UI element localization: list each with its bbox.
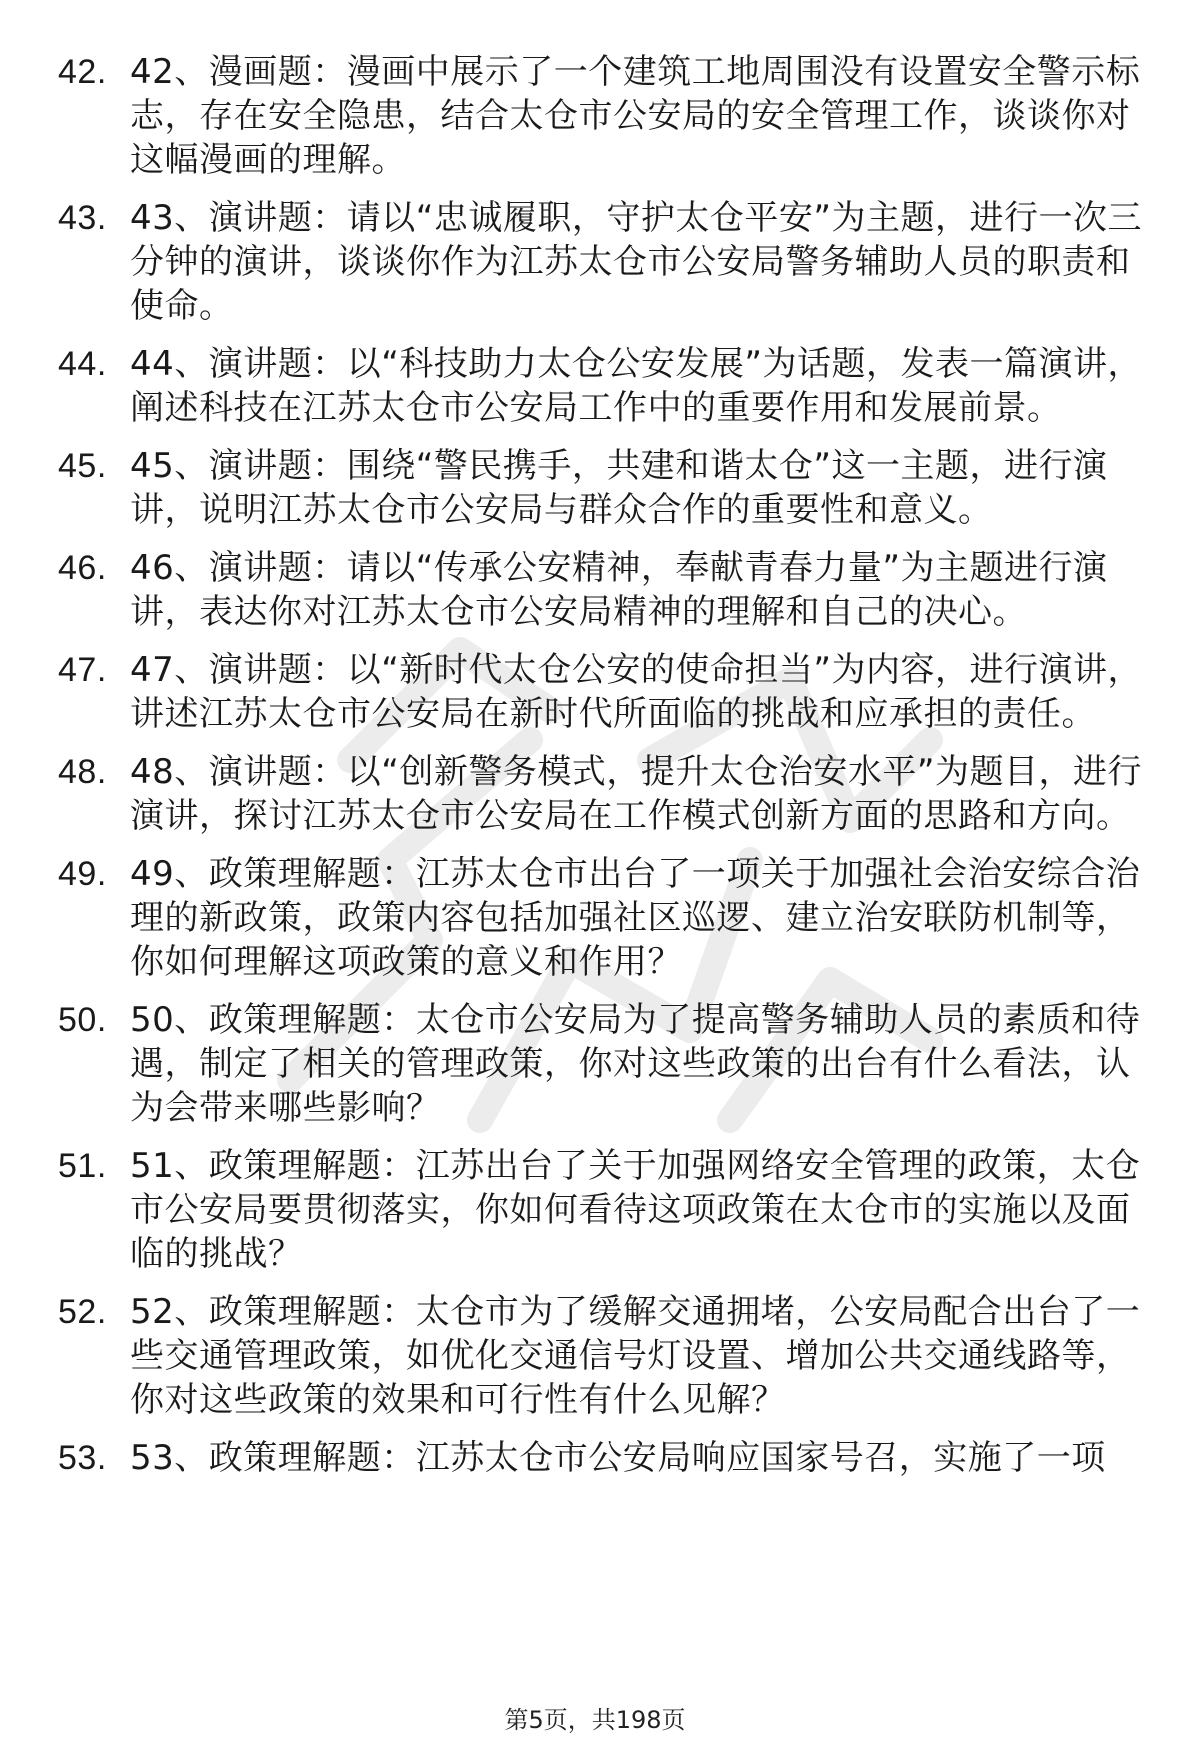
question-text: 44、演讲题：以“科技助力太仓公安发展”为话题，发表一篇演讲，阐述科技在江苏太仓市公安局工作中的重要作用和发展前景。 xyxy=(130,344,1142,428)
question-number: 46. xyxy=(58,549,107,587)
question-number: 45. xyxy=(58,447,107,485)
question-text: 53、政策理解题：江苏太仓市公安局响应国家号召，实施了一项 xyxy=(130,1438,1106,1478)
question-number: 49. xyxy=(58,855,107,893)
question-text: 47、演讲题：以“新时代太仓公安的使命担当”为内容，进行演讲，讲述江苏太仓市公安局在新时代所面临的挑战和应承担的责任。 xyxy=(130,650,1142,734)
question-text: 42、漫画题：漫画中展示了一个建筑工地周围没有设置安全警示标志，存在安全隐患，结合太仓市公安局的安全管理工作，谈谈你对这幅漫画的理解。 xyxy=(130,52,1141,180)
question-item-43 xyxy=(0,196,1190,328)
question-text: 45、演讲题：围绕“警民携手，共建和谐太仓”这一主题，进行演讲，说明江苏太仓市公安局与群众合作的重要性和意义。 xyxy=(130,446,1108,530)
question-text: 50、政策理解题：太仓市公安局为了提高警务辅助人员的素质和待遇，制定了相关的管理政策，你对这些政策的出台有什么看法，认为会带来哪些影响？ xyxy=(130,1000,1141,1128)
question-number: 44. xyxy=(58,345,107,383)
page-footer xyxy=(0,1705,1190,1735)
question-item-51 xyxy=(0,1144,1190,1276)
question-item-44 xyxy=(0,342,1190,430)
question-text: 48、演讲题：以“创新警务模式，提升太仓治安水平”为题目，进行演讲，探讨江苏太仓市公安局在工作模式创新方面的思路和方向。 xyxy=(130,752,1142,836)
question-number: 53. xyxy=(58,1439,107,1477)
question-text: 46、演讲题：请以“传承公安精神，奉献青春力量”为主题进行演讲，表达你对江苏太仓市公安局精神的理解和自己的决心。 xyxy=(130,548,1108,632)
question-item-52 xyxy=(0,1290,1190,1422)
question-item-53 xyxy=(0,1436,1190,1480)
question-number: 43. xyxy=(58,199,107,237)
question-number: 47. xyxy=(58,651,107,689)
question-item-48 xyxy=(0,750,1190,838)
question-text: 49、政策理解题：江苏太仓市出台了一项关于加强社会治安综合治理的新政策，政策内容包括加强社区巡逻、建立治安联防机制等，你如何理解这项政策的意义和作用？ xyxy=(130,854,1141,982)
question-item-47 xyxy=(0,648,1190,736)
question-text: 43、演讲题：请以“忠诚履职，守护太仓平安”为主题，进行一次三分钟的演讲，谈谈你作为江苏太仓市公安局警务辅助人员的职责和使命。 xyxy=(130,198,1142,326)
question-text: 51、政策理解题：江苏出台了关于加强网络安全管理的政策，太仓市公安局要贯彻落实，你如何看待这项政策在太仓市的实施以及面临的挑战？ xyxy=(130,1146,1141,1274)
question-list xyxy=(0,50,1190,1494)
page-number-label: 第5页，共198页 xyxy=(504,1706,686,1734)
question-item-46 xyxy=(0,546,1190,634)
question-number: 50. xyxy=(58,1001,107,1039)
question-item-49 xyxy=(0,852,1190,984)
question-item-42 xyxy=(0,50,1190,182)
question-number: 48. xyxy=(58,753,107,791)
question-item-50 xyxy=(0,998,1190,1130)
question-number: 42. xyxy=(58,53,107,91)
question-number: 51. xyxy=(58,1147,107,1185)
question-number: 52. xyxy=(58,1293,107,1331)
question-item-45 xyxy=(0,444,1190,532)
question-text: 52、政策理解题：太仓市为了缓解交通拥堵，公安局配合出台了一些交通管理政策，如优化交通信号灯设置、增加公共交通线路等，你对这些政策的效果和可行性有什么见解？ xyxy=(130,1292,1141,1420)
